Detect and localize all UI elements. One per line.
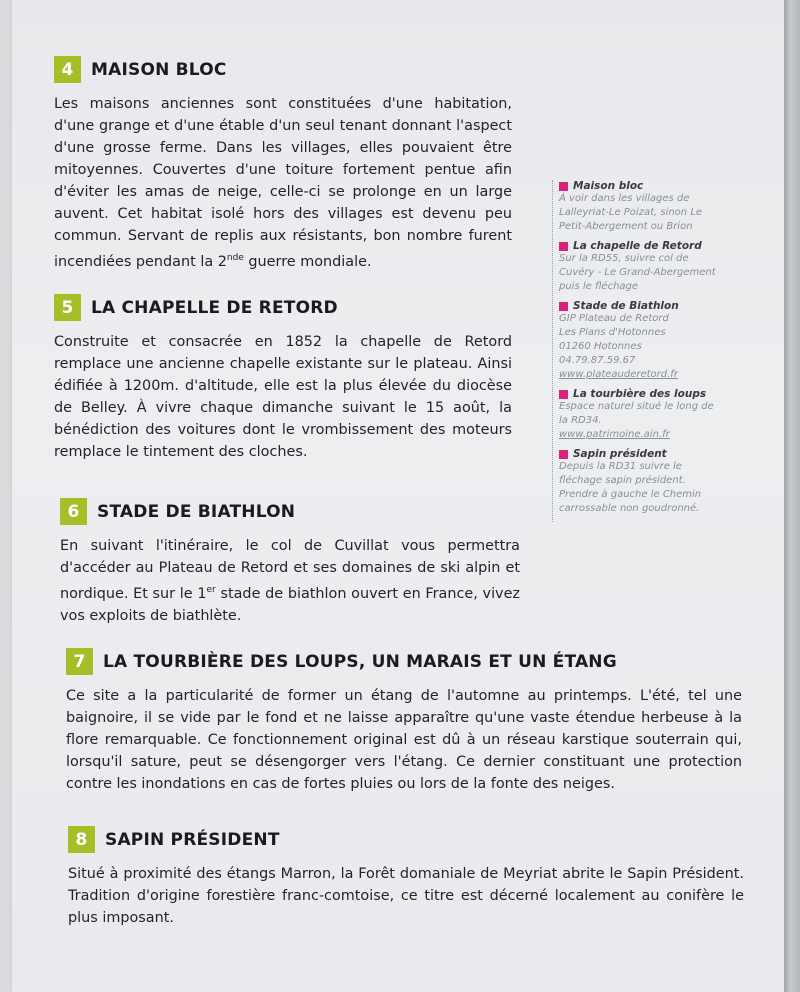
bullet-square-icon xyxy=(559,450,568,459)
section-stade-biathlon xyxy=(60,498,520,627)
website-link[interactable]: www.patrimoine.ain.fr xyxy=(559,429,670,440)
section-text: Situé à proximité des étangs Marron, la Forêt domaniale de Meyriat abrite le Sapin Président. Tradition d'origine forestière franc-comtoise, ce titre est décerné localement au conifère le plus imposant. xyxy=(68,866,744,926)
section-text: Construite et consacrée en 1852 la chapelle de Retord remplace une ancienne chapelle existante sur le plateau. Ainsi édifiée à 1200m. d'altitude, elle est la plus élevée du diocèse de Belley. À vivre chaque dimanche suivant le 15 août, la bénédiction des voitures dont le vrombissement des moteurs remplace le tintement des cloches. xyxy=(54,334,512,460)
page-edge xyxy=(784,0,800,992)
sidebar-item-maison-bloc: Maison bloc À voir dans les villages de Lalleyriat-Le Poizat, sinon Le Petit-Abergement ou Brion xyxy=(559,180,703,232)
section-number-badge: 4 xyxy=(54,56,81,83)
sidebar-item-biathlon: Stade de Biathlon GIP Plateau de Retord Les Plans d'Hotonnes 01260 Hotonnes 04.79.87.59.67 www.plateauderetord.fr xyxy=(559,300,749,382)
section-title: SAPIN PRÉSIDENT xyxy=(105,829,280,850)
section-number-badge: 6 xyxy=(60,498,87,525)
section-title: STADE DE BIATHLON xyxy=(97,501,296,522)
bullet-square-icon xyxy=(559,390,568,399)
section-text: En suivant l'itinéraire, le col de Cuvillat vous permettra d'accéder au Plateau de Retord et ses domaines de ski alpin et nordique. Et sur le 1er stade de biathlon ouvert en France, vivez vos exploits de biathlète. xyxy=(60,538,520,624)
section-text: Ce site a la particularité de former un étang de l'automne au printemps. L'été, tel une baignoire, il se vide par le fond et ne laisse apparaître qu'une vaste étendue herbeuse à la flore remarquable. Ce fonctionnement original est dû à un réseau karstique souterrain qui, lorsqu'il sature, peut se désengorger vers l'étang. Ce dernier constituant une protection contre les inondations en cas de fortes pluies ou lors de la fonte des neiges. xyxy=(66,688,742,792)
section-heading xyxy=(66,648,742,675)
sidebar-item-chapelle: La chapelle de Retord Sur la RD55, suivre col de Cuvéry - Le Grand-Abergement puis le fléchage xyxy=(559,240,716,292)
info-sidebar xyxy=(552,180,749,522)
sidebar-item-sapin: Sapin président Depuis la RD31 suivre le fléchage sapin président. Prendre à gauche le Chemin carrossable non goudronné. xyxy=(559,448,702,514)
bullet-square-icon xyxy=(559,302,568,311)
section-number-badge: 7 xyxy=(66,648,93,675)
section-heading xyxy=(54,294,512,321)
section-heading xyxy=(54,56,512,83)
section-title: MAISON BLOC xyxy=(91,59,227,80)
section-chapelle-retord xyxy=(54,294,512,463)
section-heading xyxy=(68,826,744,853)
website-link[interactable]: www.plateauderetord.fr xyxy=(559,369,678,380)
section-title: LA TOURBIÈRE DES LOUPS, UN MARAIS ET UN ÉTANG xyxy=(103,651,617,672)
section-number-badge: 5 xyxy=(54,294,81,321)
section-sapin-president xyxy=(68,826,744,929)
section-title: LA CHAPELLE DE RETORD xyxy=(91,297,338,318)
section-tourbiere-loups xyxy=(66,648,742,795)
section-text: Les maisons anciennes sont constituées d'une habitation, d'une grange et d'une étable d'un seul tenant donnant l'aspect d'une grosse ferme. Dans les villages, elles pouvaient être mitoyennes. Couvertes d'une toiture fortement pentue afin d'éviter les amas de neige, celle-ci se prolonge en un large auvent. Cet habitat isolé hors des villages est devenu peu commun. Servant de replis aux résistants, bon nombre furent incendiées pendant la 2nde guerre mondiale. xyxy=(54,96,512,270)
section-number-badge: 8 xyxy=(68,826,95,853)
section-maison-bloc xyxy=(54,56,512,273)
sidebar-item-tourbiere: La tourbière des loups Espace naturel situé le long de la RD34. www.patrimoine.ain.fr xyxy=(559,388,749,442)
bullet-square-icon xyxy=(559,242,568,251)
bullet-square-icon xyxy=(559,182,568,191)
section-heading xyxy=(60,498,520,525)
